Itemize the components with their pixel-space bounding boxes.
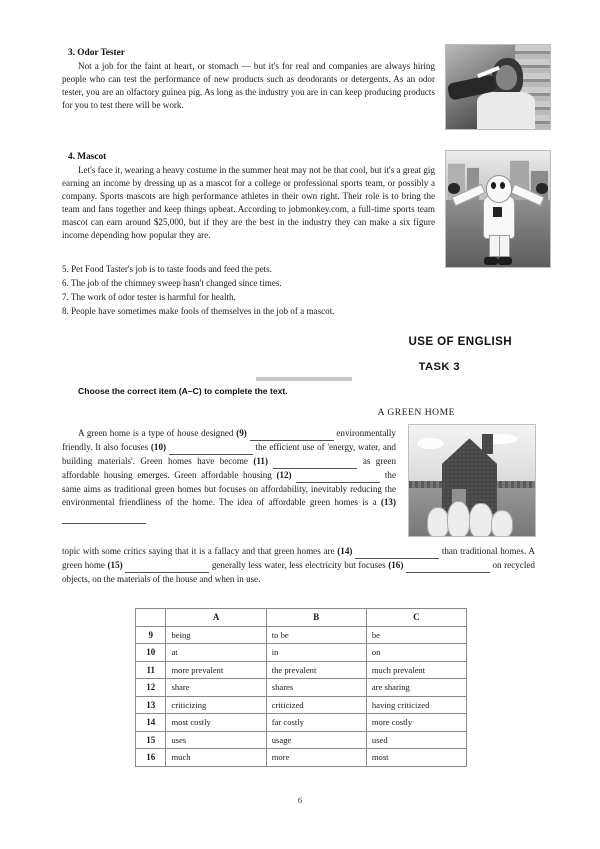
table-row [136,714,467,732]
green-home-photo [408,424,536,537]
task-underline-bar [256,377,352,381]
option-b[interactable]: the prevalent [266,661,366,679]
answer-blank-13[interactable] [62,510,146,524]
option-a[interactable]: uses [166,731,266,749]
blank-number-16: (16) [388,560,404,571]
page-number: 6 [297,795,303,805]
photo-mascot-shoe-right [498,257,512,265]
answer-blank-10[interactable] [169,441,253,455]
blank-number-14: (14) [337,546,353,556]
task-title: TASK 3 [418,361,460,373]
section-body-odor-tester: Not a job for the faint at heart, or stomach — but it's for real and companies are always hiring people who can test the performance of new products such as deodorants or detergents. As an odor tester, you are an olfactory guinea pig. As long as the industry you are in can keep producing products for you to test there will be work. [62,61,435,111]
photo-lab-coat [477,92,535,129]
option-a[interactable]: criticizing [166,696,266,714]
passage-title: A GREEN HOME [377,407,455,418]
blank-number-13: (13) [380,497,396,508]
statement-item: 8. People have sometimes make fools of themselves in the job of a mascot. [62,306,335,317]
table-row [136,696,467,714]
statement-item: 5. Pet Food Taster's job is to taste foods and feed the pets. [62,264,272,274]
option-a[interactable]: most costly [166,714,266,732]
statement-list [62,263,442,318]
passage-text: environmentally friendly. It also focuses [62,428,396,453]
statement-item: 6. The job of the chimney sweep hasn't changed since times. [62,278,282,289]
answer-blank-15[interactable] [125,559,209,573]
column-header-c: C [366,609,466,627]
section-body-mascot: Let's face it, wearing a heavy costume in the summer heat may not be that cool, but it's a great gig earning an income by dressing up as a mascot for a college or professional sports team, or possibly a company. Sports mascots are high performance athletes in their own right. Their role is to bring the team and fans together and keep things upbeat. According to jobmonkey.com, a full-time sports team mascot can earn around $25,000, but if they are the best in the industry they can make a six figure income depending how popular they are. [62,165,435,241]
row-number: 9 [136,626,166,644]
option-c[interactable]: much prevalent [366,661,466,679]
column-header-blank [136,609,166,627]
option-c[interactable]: are sharing [366,679,466,697]
table-row [136,679,467,697]
option-a[interactable]: share [166,679,266,697]
passage-text: than traditional homes. A green home [62,546,536,571]
option-b[interactable]: shares [266,679,366,697]
passage-text: topic with some critics saying that it is a fallacy and that green homes are [62,546,335,556]
option-b[interactable]: in [266,644,366,662]
table-row [136,661,467,679]
option-a[interactable]: much [166,749,266,767]
row-number: 12 [136,679,166,697]
passage-text: the same aims as traditional green homes but focuses on affordability, inevitably reducing the environmental friendliness of the home. The idea of affordable green homes is a [62,470,396,508]
photo-house-chimney [482,434,493,454]
passage-text: generally less water, less electricity but focuses [211,560,386,571]
row-number: 10 [136,644,166,662]
row-number: 14 [136,714,166,732]
task-instruction: Choose the correct item (A–C) to complete the text. [78,386,288,396]
passage-text: A green home is a type of house designed [78,428,234,438]
answer-blank-12[interactable] [296,469,380,483]
answer-options-table [135,608,467,767]
passage-text: as green affordable housing emerges. Green affordable housing [62,456,396,481]
answer-blank-11[interactable] [273,455,357,469]
photo-mascot-paw-left [448,183,459,193]
row-number: 16 [136,749,166,767]
passage-paragraph-lower [62,545,535,586]
option-c[interactable]: more costly [366,714,466,732]
photo-mascot-leg-right [499,235,510,258]
option-b[interactable]: more [266,749,366,767]
odor-tester-photo [445,44,551,130]
photo-mascot-shoe-left [484,257,498,265]
option-a[interactable]: being [166,626,266,644]
blank-number-12: (12) [276,470,292,481]
option-a[interactable]: at [166,644,266,662]
photo-hand-finger [427,507,449,537]
table-row [136,749,467,767]
option-c[interactable]: having criticized [366,696,466,714]
photo-team-logo [493,207,502,217]
passage-text: on recycled objects, on the materials of the house and when in use. [62,560,535,585]
option-b[interactable]: usage [266,731,366,749]
option-b[interactable]: to be [266,626,366,644]
table-row [136,644,467,662]
photo-hand-finger [469,503,492,537]
row-number: 11 [136,661,166,679]
statement-item: 7. The work of odor tester is harmful for health. [62,292,236,303]
blank-number-15: (15) [107,560,123,571]
column-header-b: B [266,609,366,627]
use-of-english-title: USE OF ENGLISH [408,335,512,348]
photo-mascot-head [486,175,513,203]
table-header-row [136,609,467,627]
sports-mascot-photo [445,150,551,268]
blank-number-10: (10) [150,442,167,453]
blank-number-11: (11) [253,456,269,467]
table-row [136,731,467,749]
answer-blank-14[interactable] [355,545,439,559]
passage-text: the efficient use of 'energy, water, and building materials'. Green homes have become [62,442,396,467]
photo-hand-finger [447,501,470,537]
option-c[interactable]: most [366,749,466,767]
answer-blank-16[interactable] [406,559,490,573]
option-a[interactable]: more prevalent [166,661,266,679]
row-number: 15 [136,731,166,749]
option-c[interactable]: be [366,626,466,644]
section-heading-mascot: 4. Mascot [68,152,107,162]
answer-blank-9[interactable] [250,427,334,441]
option-b[interactable]: far costly [266,714,366,732]
option-c[interactable]: on [366,644,466,662]
option-c[interactable]: used [366,731,466,749]
column-header-a: A [166,609,266,627]
photo-mascot-paw-right [536,183,547,193]
passage-paragraph-upper [62,427,396,524]
table-row [136,626,467,644]
row-number: 13 [136,696,166,714]
section-heading-odor-tester: 3. Odor Tester [68,48,125,58]
blank-number-9: (9) [236,428,247,438]
photo-hand-finger [491,510,513,537]
option-b[interactable]: criticized [266,696,366,714]
